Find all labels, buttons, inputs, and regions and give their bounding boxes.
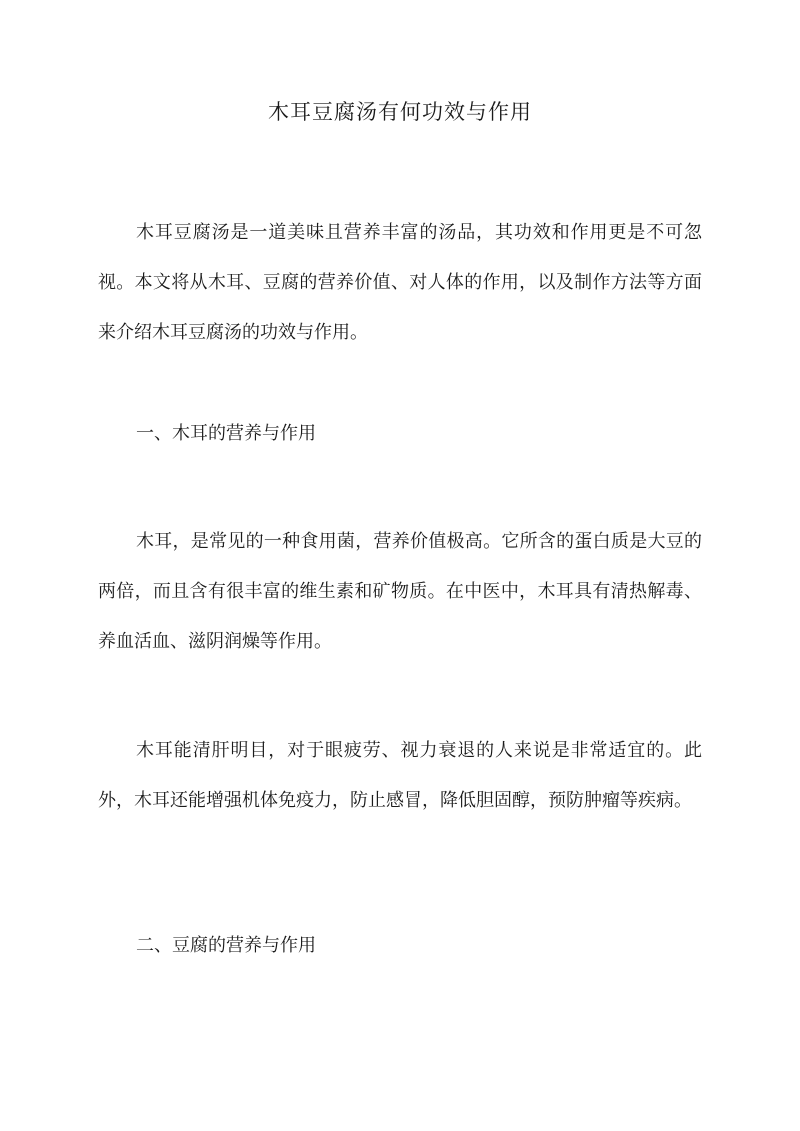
document-title: 木耳豆腐汤有何功效与作用 — [268, 100, 532, 124]
intro-paragraph: 木耳豆腐汤是一道美味且营养丰富的汤品，其功效和作用更是不可忽视。本文将从木耳、豆腐的营养价值、对人体的作用，以及制作方法等方面来介绍木耳豆腐汤的功效与作用。 — [98, 222, 702, 343]
wood-ear-nutrition-paragraph: 木耳，是常见的一种食用菌，营养价值极高。它所含的蛋白质是大豆的两倍，而且含有很丰富的维生素和矿物质。在中医中，木耳具有清热解毒、养血活血、滋阴润燥等作用。 — [98, 531, 702, 652]
section-heading-wood-ear: 一、木耳的营养与作用 — [136, 423, 316, 444]
section-heading-tofu: 二、豆腐的营养与作用 — [136, 935, 316, 956]
wood-ear-benefits-paragraph: 木耳能清肝明目，对于眼疲劳、视力衰退的人来说是非常适宜的。此外，木耳还能增强机体免疫力，防止感冒，降低胆固醇，预防肿瘤等疾病。 — [98, 740, 702, 811]
